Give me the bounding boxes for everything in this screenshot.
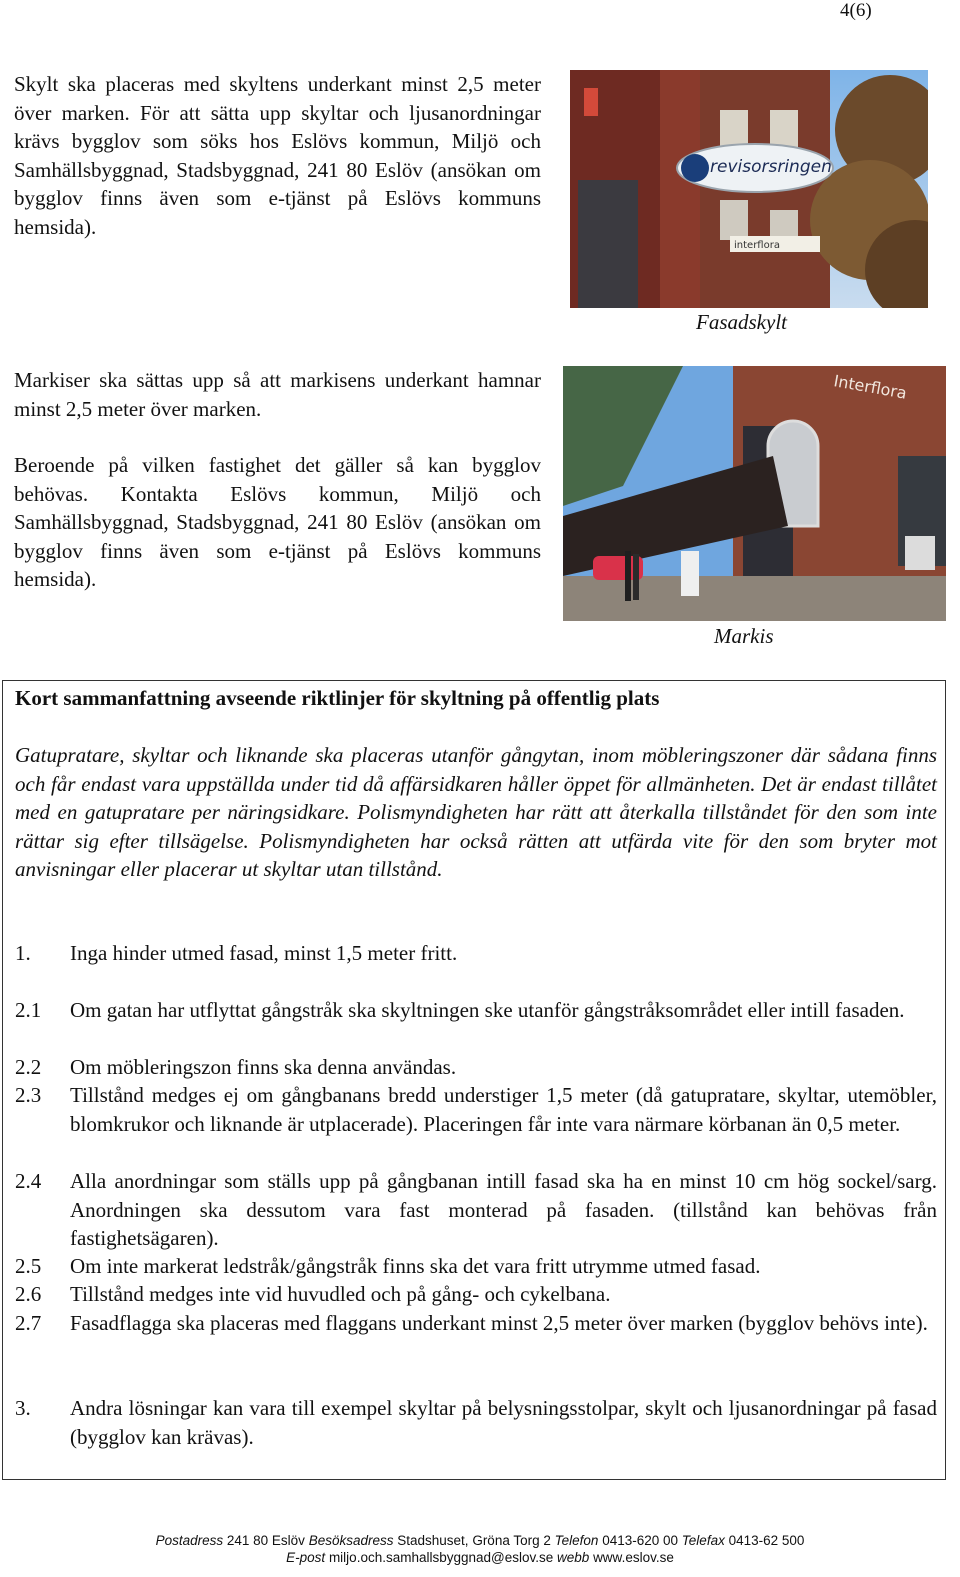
- facade-sign-caption: Fasadskylt: [696, 310, 787, 334]
- footer-telefon-label: Telefon: [554, 1533, 599, 1548]
- list-item-number: 3.: [15, 1396, 31, 1420]
- footer-postadress-label: Postadress: [155, 1533, 224, 1548]
- awning-photo: [563, 366, 946, 621]
- footer-telefax: 0413-62 500: [728, 1533, 805, 1548]
- list-item: [15, 939, 937, 968]
- facade-sign-photo: [570, 70, 928, 308]
- permit-paragraph: Beroende på vilken fastighet det gäller så kan bygglov behövas. Kontakta Eslövs kommun, Miljö och Samhällsbyggnad, Stadsbyggnad, 241 80 Eslöv (ansökan om bygglov finns även som e-tjänst på Eslövs kommuns hemsida).: [14, 453, 541, 591]
- summary-title: Kort sammanfattning avseende riktlinjer för skyltning på offentlig plats: [15, 686, 660, 710]
- footer-besoksadress: Stadshuset, Gröna Torg 2: [397, 1533, 551, 1548]
- list-item-text: Tillstånd medges ej om gångbanans bredd understiger 1,5 meter (då gatupratare, skyltar, utemöbler, blomkrukor och liknande är utplacerade). Placeringen får inte vara närmare körbanan än 0,5 meter.: [70, 1083, 937, 1136]
- footer-postadress: 241 80 Eslöv: [226, 1533, 305, 1548]
- list-item: [15, 996, 937, 1025]
- list-item-text: Inga hinder utmed fasad, minst 1,5 meter fritt.: [70, 941, 458, 965]
- footer-webb-label: webb: [557, 1550, 590, 1565]
- list-item: [15, 1252, 937, 1281]
- footer-telefax-label: Telefax: [681, 1533, 725, 1548]
- summary-box: [2, 680, 946, 1480]
- page-number: 4(6): [840, 0, 872, 21]
- footer-line-1: [0, 1533, 960, 1548]
- sign-paragraph: Skylt ska placeras med skyltens underkant minst 2,5 meter över marken. För att sätta upp skyltar och ljusanordningar krävs bygglov som söks hos Eslövs kommun, Miljö och Samhällsbyggnad, Stadsbyggnad, 241 80 Eslöv (ansökan om bygglov finns även som e-tjänst på Eslövs kommuns hemsida).: [14, 72, 541, 239]
- footer-epost[interactable]: miljo.och.samhallsbyggnad@eslov.se: [328, 1550, 554, 1565]
- list-item: [15, 1394, 937, 1451]
- summary-body: Gatupratare, skyltar och liknande ska placeras utanför gångytan, inom möbleringszoner där sådana finns och får endast vara uppställda under tid då affärsidkaren håller öppet för allmänheten. Det är endast tillåtet med en gatupratare per näringsidkare. Polismyndigheten har rätt att återkalla tillståndet för den som inte rättar sig efter tillsägelse. Polismyndigheten har också rätten att utfärda vite för den som bryter mot anvisningar eller placerar ut skyltar utan tillstånd.: [15, 743, 937, 881]
- facade-sign-small-text: interflora: [734, 240, 780, 251]
- list-item-number: 2.4: [15, 1169, 42, 1193]
- footer-telefon: 0413-620 00: [602, 1533, 679, 1548]
- awning-illustration: [563, 366, 946, 621]
- list-item-number: 1.: [15, 941, 31, 965]
- footer-besoksadress-label: Besöksadress: [308, 1533, 394, 1548]
- awning-caption: Markis: [714, 624, 774, 648]
- footer-webb[interactable]: www.eslov.se: [593, 1550, 674, 1565]
- awning-text: Interflora: [832, 371, 909, 403]
- facade-sign-illustration: [570, 70, 928, 308]
- list-item-text: Alla anordningar som ställs upp på gångbanan intill fasad ska ha en minst 10 cm hög sockel/sarg. Anordningen ska dessutom vara fast monterad på fasaden. (tillstånd kan behövas från fastighetsägaren).: [70, 1169, 937, 1250]
- list-item-text: Om gatan har utflyttat gångstråk ska skyltningen ske utanför gångstråksområdet eller intill fasaden.: [70, 998, 905, 1022]
- list-item-number: 2.3: [15, 1083, 42, 1107]
- list-item-text: Om inte markerat ledstråk/gångstråk finns ska det vara fritt utrymme utmed fasad.: [70, 1254, 761, 1278]
- footer-line-2: [0, 1550, 960, 1565]
- list-item-number: 2.5: [15, 1254, 42, 1278]
- list-item-number: 2.1: [15, 998, 42, 1022]
- list-item: [15, 1280, 937, 1309]
- list-item: [15, 1309, 937, 1338]
- list-item-text: Andra lösningar kan vara till exempel skyltar på belysningsstolpar, skylt och ljusanordningar på fasad (bygglov kan krävas).: [70, 1396, 937, 1449]
- list-item: [15, 1053, 937, 1082]
- list-item-text: Om möbleringszon finns ska denna användas.: [70, 1055, 457, 1079]
- list-item-number: 2.7: [15, 1311, 42, 1335]
- awning-paragraph: Markiser ska sättas upp så att markisens underkant hamnar minst 2,5 meter över marken.: [14, 368, 541, 421]
- facade-sign-text: revisorsringen: [710, 157, 832, 177]
- list-item: [15, 1167, 937, 1253]
- list-item-number: 2.6: [15, 1282, 42, 1306]
- list-item: [15, 1081, 937, 1138]
- list-item-number: 2.2: [15, 1055, 42, 1079]
- list-item-text: Fasadflagga ska placeras med flaggans underkant minst 2,5 meter över marken (bygglov behövs inte).: [70, 1311, 928, 1335]
- list-item-text: Tillstånd medges inte vid huvudled och på gång- och cykelbana.: [70, 1282, 611, 1306]
- footer-epost-label: E-post: [286, 1550, 326, 1565]
